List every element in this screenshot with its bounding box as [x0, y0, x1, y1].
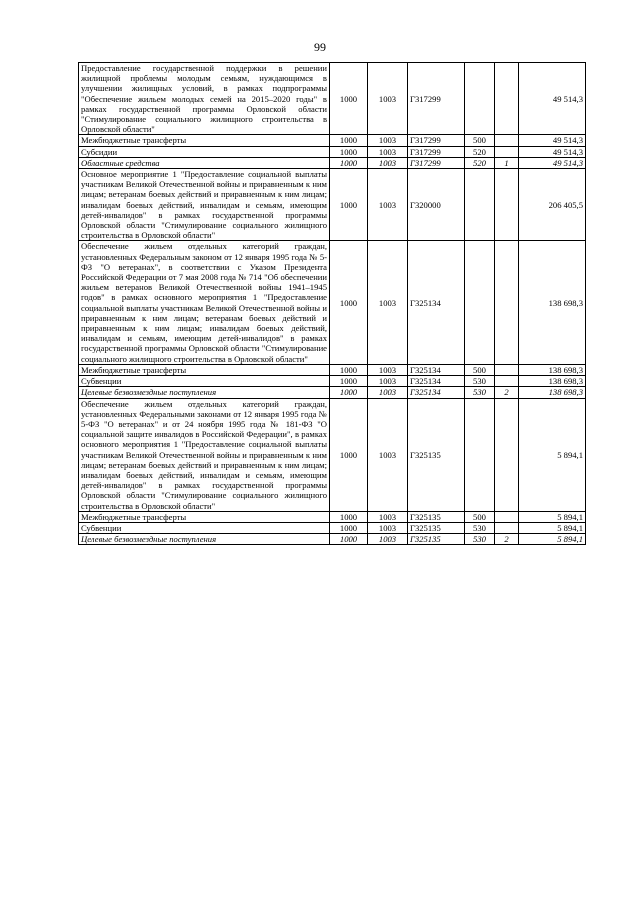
row-source: 2	[495, 387, 519, 398]
table-row	[79, 534, 586, 545]
row-name: Целевые безвозмездные поступления	[79, 387, 330, 398]
row-subsection: 1003	[368, 135, 408, 146]
row-target-code: Г320000	[408, 169, 465, 241]
row-amount: 5 894,1	[519, 511, 586, 522]
table-row	[79, 241, 586, 364]
row-section: 1000	[330, 534, 368, 545]
row-expense-type: 500	[465, 511, 495, 522]
row-amount: 206 405,5	[519, 169, 586, 241]
row-section: 1000	[330, 364, 368, 375]
row-section: 1000	[330, 387, 368, 398]
row-source	[495, 511, 519, 522]
row-name: Обеспечение жильем отдельных категорий граждан, установленных Федеральными законами от 12 января 1995 года № 5-ФЗ "О ветеранах" и от 24 ноября 1995 года № 181-ФЗ "О социальной защите инвалидов в Российской Федерации", в рамках основного мероприятия 1 "Предоставление социальной выплаты участникам Великой Отечественной войны и приравненным к ним лицам; ветеранам боевых действий и приравненным к ним лицам; инвалидам боевых действий, инвалидам и семьям, имеющим детей-инвалидов" в рамках государственной программы Орловской области "Стимулирование социального жилищного строительства в Орловской области"	[79, 398, 330, 511]
row-amount: 49 514,3	[519, 63, 586, 135]
table-row	[79, 169, 586, 241]
row-subsection: 1003	[368, 146, 408, 157]
row-source	[495, 364, 519, 375]
row-target-code: Г325134	[408, 387, 465, 398]
row-expense-type	[465, 169, 495, 241]
row-subsection: 1003	[368, 511, 408, 522]
row-target-code: Г325135	[408, 522, 465, 533]
row-subsection: 1003	[368, 157, 408, 168]
row-expense-type: 530	[465, 376, 495, 387]
row-subsection: 1003	[368, 376, 408, 387]
row-section: 1000	[330, 135, 368, 146]
row-expense-type: 530	[465, 522, 495, 533]
row-subsection: 1003	[368, 522, 408, 533]
row-source	[495, 398, 519, 511]
row-amount: 5 894,1	[519, 522, 586, 533]
row-expense-type	[465, 241, 495, 364]
budget-table	[78, 62, 586, 545]
row-section: 1000	[330, 63, 368, 135]
row-section: 1000	[330, 398, 368, 511]
row-subsection: 1003	[368, 63, 408, 135]
row-section: 1000	[330, 157, 368, 168]
row-target-code: Г325135	[408, 511, 465, 522]
row-subsection: 1003	[368, 398, 408, 511]
row-name: Предоставление государственной поддержки в решении жилищной проблемы молодым семьям, нуждающимся в улучшении жилищных условий, в рамках подпрограммы "Обеспечение жильем молодых семей на 2015–2020 годы" в рамках государственной программы Орловской области "Стимулирование социального жилищного строительства в Орловской области"	[79, 63, 330, 135]
row-target-code: Г325134	[408, 364, 465, 375]
row-name: Субвенции	[79, 376, 330, 387]
row-expense-type	[465, 398, 495, 511]
row-target-code: Г317299	[408, 146, 465, 157]
row-name: Обеспечение жильем отдельных категорий граждан, установленных Федеральным законом от 12 января 1995 года № 5-ФЗ "О ветеранах", в соответствии с Указом Президента Российской Федерации от 7 мая 2008 года № 714 "Об обеспечении жильем ветеранов Великой Отечественной войны 1941–1945 годов" в рамках основного мероприятия 1 "Предоставление социальной выплаты участникам Великой Отечественной войны и приравненным к ним лицам; ветеранам боевых действий и приравненным к ним лицам; инвалидам боевых действий, инвалидам и семьям, имеющим детей-инвалидов" в рамках государственной программы Орловской области "Стимулирование социального жилищного строительства в Орловской области"	[79, 241, 330, 364]
row-section: 1000	[330, 241, 368, 364]
row-amount: 49 514,3	[519, 157, 586, 168]
row-target-code: Г317299	[408, 63, 465, 135]
row-target-code: Г325135	[408, 534, 465, 545]
row-source	[495, 241, 519, 364]
table-row	[79, 63, 586, 135]
table-row	[79, 146, 586, 157]
row-section: 1000	[330, 169, 368, 241]
row-name: Межбюджетные трансферты	[79, 135, 330, 146]
table-row	[79, 522, 586, 533]
row-section: 1000	[330, 376, 368, 387]
row-name: Целевые безвозмездные поступления	[79, 534, 330, 545]
row-source	[495, 169, 519, 241]
row-section: 1000	[330, 522, 368, 533]
row-source	[495, 376, 519, 387]
row-expense-type: 500	[465, 364, 495, 375]
row-subsection: 1003	[368, 364, 408, 375]
row-expense-type: 520	[465, 146, 495, 157]
row-source: 2	[495, 534, 519, 545]
row-source	[495, 522, 519, 533]
row-section: 1000	[330, 511, 368, 522]
row-name: Межбюджетные трансферты	[79, 364, 330, 375]
row-name: Межбюджетные трансферты	[79, 511, 330, 522]
page-number: 99	[314, 40, 326, 54]
table-row	[79, 511, 586, 522]
row-expense-type: 500	[465, 135, 495, 146]
row-amount: 138 698,3	[519, 387, 586, 398]
row-target-code: Г325134	[408, 241, 465, 364]
row-subsection: 1003	[368, 241, 408, 364]
row-name: Областные средства	[79, 157, 330, 168]
row-name: Субсидии	[79, 146, 330, 157]
row-source	[495, 146, 519, 157]
row-amount: 138 698,3	[519, 376, 586, 387]
row-expense-type	[465, 63, 495, 135]
table-row	[79, 376, 586, 387]
row-name: Основное мероприятие 1 "Предоставление социальной выплаты участникам Великой Отечественной войны и приравненным к ним лицам; ветеранам боевых действий и приравненным к ним лицам; инвалидам боевых действий, инвалидам и семьям, имеющим детей-инвалидов" в рамках государственной программы Орловской области "Стимулирование социального жилищного строительства в Орловской области"	[79, 169, 330, 241]
table-row	[79, 364, 586, 375]
row-source: 1	[495, 157, 519, 168]
row-section: 1000	[330, 146, 368, 157]
table-row	[79, 387, 586, 398]
row-expense-type: 530	[465, 387, 495, 398]
row-amount: 5 894,1	[519, 398, 586, 511]
row-source	[495, 135, 519, 146]
table-row	[79, 135, 586, 146]
row-subsection: 1003	[368, 169, 408, 241]
row-target-code: Г325135	[408, 398, 465, 511]
row-target-code: Г317299	[408, 135, 465, 146]
row-name: Субвенции	[79, 522, 330, 533]
row-target-code: Г325134	[408, 376, 465, 387]
row-expense-type: 520	[465, 157, 495, 168]
row-amount: 138 698,3	[519, 364, 586, 375]
row-amount: 5 894,1	[519, 534, 586, 545]
row-subsection: 1003	[368, 387, 408, 398]
row-amount: 138 698,3	[519, 241, 586, 364]
row-amount: 49 514,3	[519, 135, 586, 146]
row-target-code: Г317299	[408, 157, 465, 168]
row-subsection: 1003	[368, 534, 408, 545]
row-expense-type: 530	[465, 534, 495, 545]
table-row	[79, 157, 586, 168]
row-amount: 49 514,3	[519, 146, 586, 157]
table-row	[79, 398, 586, 511]
row-source	[495, 63, 519, 135]
